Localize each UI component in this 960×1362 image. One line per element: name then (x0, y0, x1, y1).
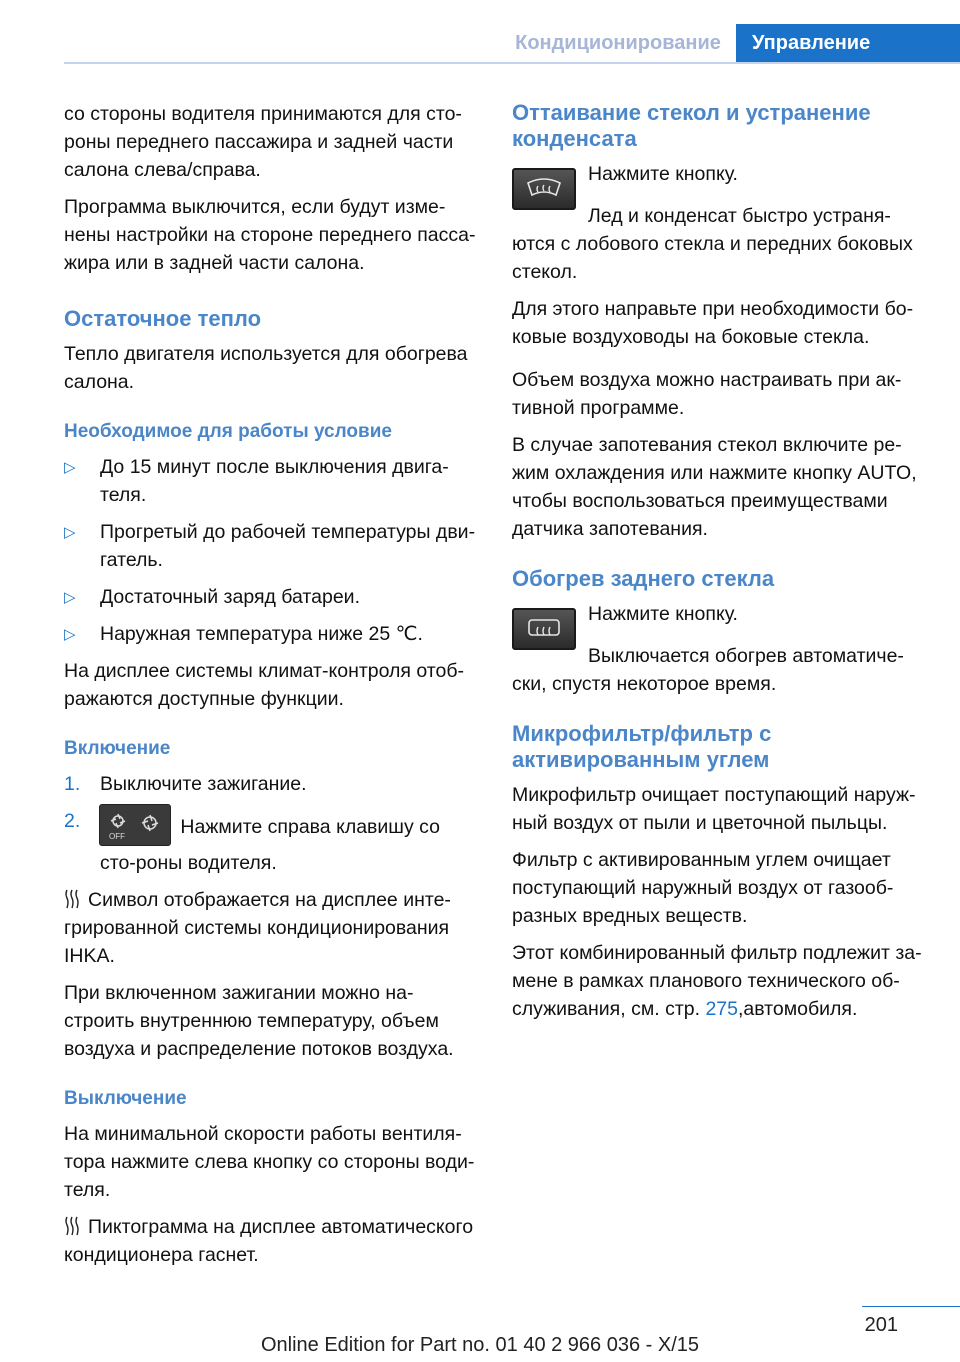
defrost-fog-text: В случае запотевания стекол включите ре-жим охлаждения или нажмите кнопку AUTO, чтобы воспользоваться преимуществами датчика запотевания. (512, 434, 917, 540)
step-item: 2. OFF Нажмите справа клавишу со сто-роны водителя. (64, 807, 480, 877)
switch-off-heading: Выключение (64, 1088, 187, 1109)
intro-paragraph-1: со стороны водителя принимаются для сто-роны переднего пассажира и задней части салона слева/справа. (64, 103, 462, 181)
conditions-heading: Необходимое для работы условие (64, 421, 392, 442)
rear-window-block (512, 600, 932, 642)
windshield-defrost-icon (512, 168, 576, 210)
condition-item: ▷ До 15 минут после выключения двига-теля. (64, 456, 449, 506)
rear-window-effect-text: Выключается обогрев автоматиче-ски, спустя некоторое время. (512, 645, 904, 695)
defrost-volume-text: Объем воздуха можно настраивать при ак-тивной программе. (512, 369, 902, 419)
residual-heat-text: Тепло двигателя используется для обогрева салона. (64, 343, 468, 393)
step-item: 1. Выключите зажигание. (64, 770, 480, 798)
filter-text-1: Микрофильтр очищает поступающий наруж-ный воздух от пыли и цветочной пыльцы. (512, 784, 916, 834)
defrost-press-text: Нажмите кнопку. (588, 163, 738, 185)
defrost-effect-text: Лед и конденсат быстро устраня-ются с лобового стекла и передних боковых стекол. (512, 205, 913, 283)
condition-item: ▷ Наружная температура ниже 25 ℃. (64, 620, 480, 648)
page-header (0, 24, 960, 62)
footer-divider (862, 1306, 960, 1307)
header-section-title: Кондиционирование (515, 32, 721, 54)
svg-text:OFF: OFF (109, 832, 125, 841)
triangle-bullet-icon: ▷ (64, 459, 76, 476)
symbol-display-text: Символ отображается на дисплее инте-грированной системы кондиционирования IHKA. (64, 889, 451, 967)
display-functions-text: На дисплее системы климат-контроля отоб-ражаются доступные функции. (64, 660, 465, 710)
rear-window-heading: Обогрев заднего стекла (512, 566, 775, 591)
right-column (512, 100, 932, 1032)
defrost-vents-text: Для этого направьте при необходимости бо-ковые воздуховоды на боковые стекла. (512, 298, 914, 348)
filter-text-2: Фильтр с активированным углем очищает поступающий наружный воздух от газооб-разных вредных веществ. (512, 849, 894, 927)
triangle-bullet-icon: ▷ (64, 589, 76, 606)
heat-flow-icon (64, 1216, 80, 1236)
condition-item: ▷ Достаточный заряд батареи. (64, 583, 480, 611)
switch-off-text: На минимальной скорости работы вентиля-тора нажмите слева кнопку со стороны води-теля. (64, 1123, 475, 1201)
defrost-block (512, 160, 932, 202)
edition-footer: Online Edition for Part no. 01 40 2 966 036 - X/15 (260, 1334, 700, 1356)
page-number: 201 (864, 1314, 898, 1336)
rear-window-press-text: Нажмите кнопку. (588, 603, 738, 625)
filter-text-3: Этот комбинированный фильтр подлежит за-мене в рамках планового технического об-служивания, см. стр. 275,автомобиля. (512, 942, 922, 1020)
header-divider (64, 62, 960, 64)
switch-on-heading: Включение (64, 738, 171, 759)
header-chapter-tab: Управление (736, 24, 960, 62)
condition-item: ▷ Прогретый до рабочей температуры дви-гатель. (64, 521, 476, 571)
triangle-bullet-icon: ▷ (64, 524, 76, 541)
heat-flow-icon (64, 889, 80, 909)
step-number: 2. (64, 810, 81, 832)
defrost-heading: Оттаивание стекол и устранение конденсата (512, 100, 871, 151)
step-number: 1. (64, 773, 81, 795)
ignition-on-text: При включенном зажигании можно на-строить внутреннюю температуру, объем воздуха и распределение потоков воздуха. (64, 982, 454, 1060)
page-reference-link[interactable]: 275 (705, 998, 738, 1020)
residual-heat-button-icon (99, 804, 171, 846)
filter-heading: Микрофильтр/фильтр с активированным углем (512, 721, 772, 772)
intro-paragraph-2: Программа выключится, если будут изме-нены настройки на стороне переднего пасса-жира или в задней части салона. (64, 196, 476, 274)
pictogram-text: Пиктограмма на дисплее автоматического кондиционера гаснет. (64, 1216, 474, 1266)
residual-heat-heading: Остаточное тепло (64, 306, 262, 331)
triangle-bullet-icon: ▷ (64, 626, 76, 643)
left-column (64, 100, 480, 1278)
rear-window-heating-icon (512, 608, 576, 650)
